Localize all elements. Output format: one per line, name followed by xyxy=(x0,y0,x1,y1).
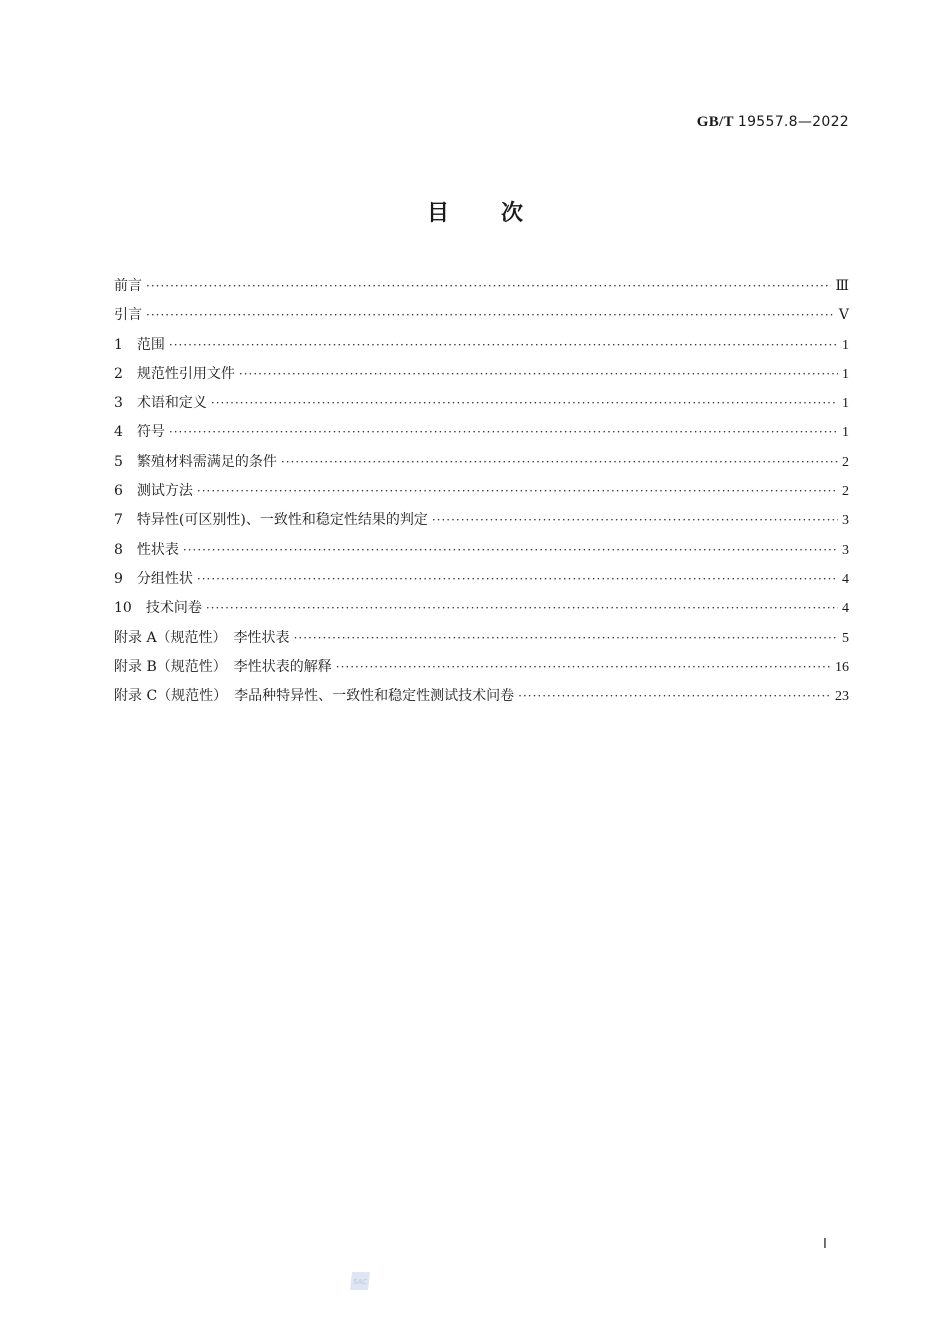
toc-entry-characteristics-table[interactable] xyxy=(114,537,849,566)
dot-leader xyxy=(169,419,838,445)
toc-entry-grouping-characteristics[interactable] xyxy=(114,566,849,595)
toc-entry-page: 5 xyxy=(842,630,849,646)
page-title: 目次 xyxy=(426,201,575,226)
toc-entry-page: 2 xyxy=(842,484,849,500)
dot-leader xyxy=(206,595,838,621)
toc-entry-page: 4 xyxy=(842,601,849,617)
toc-entry-propagating-material[interactable] xyxy=(114,449,849,478)
table-of-contents xyxy=(114,273,849,712)
toc-entry-dus-assessment[interactable] xyxy=(114,507,849,536)
toc-entry-page: 2 xyxy=(842,454,849,470)
dot-leader xyxy=(211,390,838,416)
toc-entry-label: 4 符号 xyxy=(114,424,165,441)
toc-entry-label: 附录 A（规范性） 李性状表 xyxy=(114,629,290,646)
toc-entry-label: 引言 xyxy=(114,307,142,324)
dot-leader xyxy=(169,332,838,358)
page-number: Ⅰ xyxy=(822,1237,827,1252)
toc-entry-normative-references[interactable] xyxy=(114,361,849,390)
dot-leader xyxy=(281,449,838,475)
toc-entry-page: Ⅲ xyxy=(835,279,849,294)
toc-entry-page: 1 xyxy=(842,396,849,412)
standard-code xyxy=(697,114,849,131)
toc-entry-page: 1 xyxy=(842,425,849,441)
toc-entry-label: 3 术语和定义 xyxy=(114,395,207,412)
dot-leader xyxy=(336,654,831,680)
standard-number: 19557.8—2022 xyxy=(737,114,849,130)
toc-entry-label: 10 技术问卷 xyxy=(114,600,202,617)
toc-entry-label: 6 测试方法 xyxy=(114,483,193,500)
dot-leader xyxy=(146,273,831,299)
dot-leader xyxy=(518,683,831,709)
toc-entry-technical-questionnaire[interactable] xyxy=(114,595,849,624)
toc-entry-foreword[interactable] xyxy=(114,273,849,302)
toc-entry-label: 附录 B（规范性） 李性状表的解释 xyxy=(114,658,332,675)
dot-leader xyxy=(239,361,838,387)
toc-entry-label: 5 繁殖材料需满足的条件 xyxy=(114,453,277,470)
toc-entry-label: 1 范围 xyxy=(114,336,165,353)
dot-leader xyxy=(146,302,835,328)
dot-leader xyxy=(197,478,838,504)
toc-entry-annex-c[interactable] xyxy=(114,683,849,712)
toc-entry-page: 4 xyxy=(842,571,849,587)
watermark-text: SAC xyxy=(352,1278,368,1286)
toc-entry-page: 1 xyxy=(842,337,849,353)
sac-watermark-logo xyxy=(348,1268,374,1294)
toc-entry-page: 3 xyxy=(842,513,849,529)
toc-entry-symbols[interactable] xyxy=(114,419,849,448)
toc-entry-label: 附录 C（规范性） 李品种特异性、一致性和稳定性测试技术问卷 xyxy=(114,688,515,705)
toc-entry-annex-a[interactable] xyxy=(114,625,849,654)
toc-entry-test-methods[interactable] xyxy=(114,478,849,507)
toc-entry-annex-b[interactable] xyxy=(114,654,849,683)
toc-entry-terms-definitions[interactable] xyxy=(114,390,849,419)
toc-entry-label: 9 分组性状 xyxy=(114,570,193,587)
toc-entry-page: 1 xyxy=(842,366,849,382)
dot-leader xyxy=(183,537,838,563)
toc-entry-label: 前言 xyxy=(114,278,142,294)
toc-entry-introduction[interactable] xyxy=(114,302,849,331)
toc-entry-label: 7 特异性(可区别性)、一致性和稳定性结果的判定 xyxy=(114,512,428,529)
toc-entry-scope[interactable] xyxy=(114,332,849,361)
dot-leader xyxy=(432,507,838,533)
toc-entry-page: 16 xyxy=(835,659,849,675)
toc-entry-label: 8 性状表 xyxy=(114,541,179,558)
toc-entry-page: Ⅴ xyxy=(838,308,849,324)
dot-leader xyxy=(197,566,838,592)
toc-entry-page: 23 xyxy=(835,689,849,705)
toc-entry-label: 2 规范性引用文件 xyxy=(114,365,235,382)
toc-entry-page: 3 xyxy=(842,542,849,558)
dot-leader xyxy=(294,625,838,651)
standard-prefix: GB/T xyxy=(696,114,734,130)
